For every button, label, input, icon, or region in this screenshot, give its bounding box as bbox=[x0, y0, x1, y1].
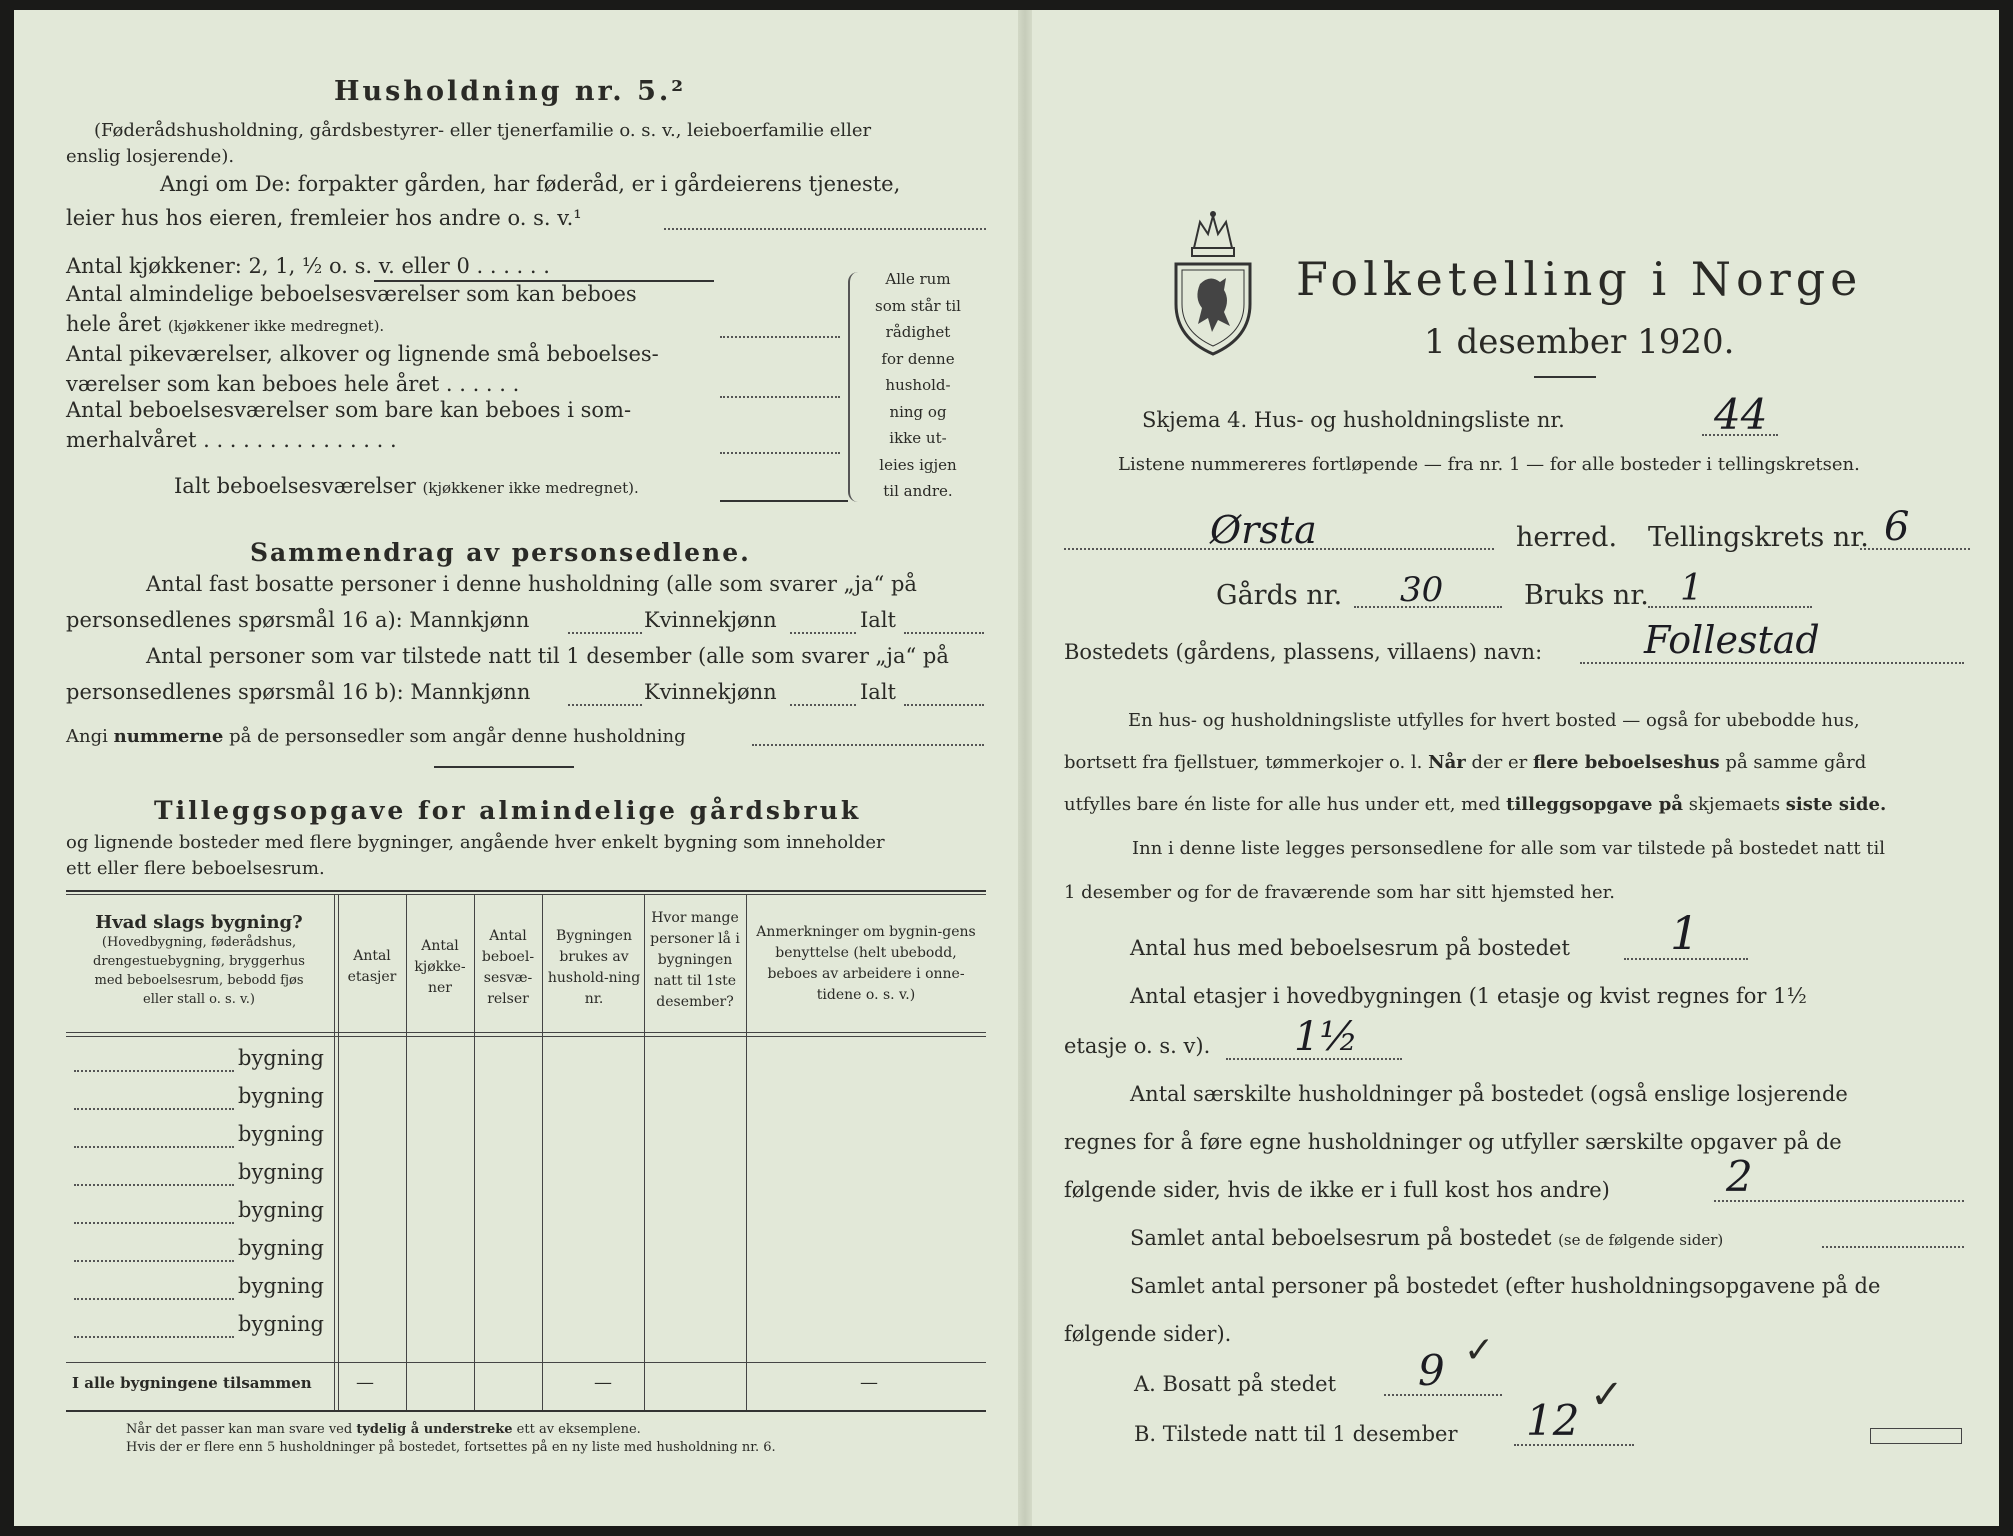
saer-label-2: regnes for å føre egne husholdninger og utfyller særskilte opgaver på de bbox=[1064, 1130, 1842, 1154]
pike-label-2: værelser som kan beboes hele året . . . . . . bbox=[66, 372, 520, 396]
angi-answer-line bbox=[664, 228, 986, 230]
kjokken-label: Antal kjøkkener: 2, 1, ½ o. s. v. eller 0 . . . . . . bbox=[66, 254, 550, 278]
printer-stamp bbox=[1870, 1428, 1962, 1444]
info-line-2: bortsett fra fjellstuer, tømmerkojer o. l. Når der er flere beboelseshus på samme gård bbox=[1064, 752, 1867, 773]
col-header-kjokkener: Antal kjøkke-ner bbox=[414, 938, 466, 996]
col-header-vaerelser: Antal beboel-sesvæ-relser bbox=[481, 928, 535, 1007]
census-date: 1 desember 1920. bbox=[1424, 322, 1735, 362]
herred-label: herred. bbox=[1516, 522, 1618, 553]
krets-value: 6 bbox=[1884, 504, 1910, 550]
census-sheet bbox=[14, 10, 1999, 1526]
gards-value: 30 bbox=[1400, 570, 1444, 610]
angi-nummer: Angi nummerne på de personsedler som angår denne husholdning bbox=[66, 726, 686, 747]
census-title: Folketelling i Norge bbox=[1296, 252, 1863, 306]
krets-label: Tellingskrets nr. bbox=[1648, 522, 1869, 553]
info-line-1: En hus- og husholdningsliste utfylles for hvert bosted — også for ubebodde hus, bbox=[1128, 710, 1860, 731]
skjema-number: 44 bbox=[1714, 390, 1768, 439]
bosatt-value: 9 bbox=[1418, 1346, 1445, 1395]
etasjer-label-2: etasje o. s. v). bbox=[1064, 1034, 1211, 1058]
footnote-1: Når det passer kan man svare ved tydelig å understreke ett av eksemplene. bbox=[126, 1422, 641, 1437]
ialt-label: Ialt beboelsesværelser (kjøkkener ikke medregnet). bbox=[174, 474, 639, 498]
col-header-husholdning: Bygningen brukes av hushold-ning nr. bbox=[547, 928, 641, 1007]
sommer-label-2: merhalvåret . . . . . . . . . . . . . . . bbox=[66, 428, 397, 452]
etasjer-value: 1½ bbox=[1294, 1014, 1359, 1060]
pike-answer-line bbox=[720, 396, 840, 398]
etasjer-label-1: Antal etasjer i hovedbygningen (1 etasje og kvist regnes for 1½ bbox=[1130, 984, 1807, 1008]
info-line-3: utfylles bare én liste for alle hus under ett, med tilleggsopgave på skjemaets siste side. bbox=[1064, 794, 1887, 815]
col-header-anmerkninger: Anmerkninger om bygnin-gens benyttelse (helt ubebodd, beboes av arbeidere i onne-tidene o. s. v.) bbox=[756, 924, 976, 1003]
bosatt-check-icon: ✓ bbox=[1464, 1330, 1495, 1371]
brace-note-text: Alle rum som står til rådighet for denne hushold- ning og ikke ut- leies igjen til andre. bbox=[875, 270, 961, 500]
saer-value: 2 bbox=[1726, 1152, 1753, 1201]
col-header-etasjer: Antal etasjer bbox=[347, 948, 397, 985]
col-header-type: Hvad slags bygning? (Hovedbygning, føderådshus, drengestuebygning, bryggerhus med beboelsesrum, bebodd fjøs eller stall o. s. v.) bbox=[93, 912, 305, 1007]
intro-paren-1: (Føderådshusholdning, gårdsbestyrer- eller tjenerfamilie o. s. v., leieboerfamilie eller bbox=[94, 120, 872, 141]
tilstede-check-icon: ✓ bbox=[1590, 1372, 1624, 1418]
samlet-pers-label-2: følgende sider). bbox=[1064, 1322, 1232, 1346]
household-heading: Husholdning nr. 5.² bbox=[334, 76, 687, 107]
info-line-5: 1 desember og for de fraværende som har sitt hjemsted her. bbox=[1064, 882, 1615, 903]
total-row-label: I alle bygningene tilsammen bbox=[72, 1374, 312, 1392]
col-header-personer: Hvor mange personer lå i bygningen natt til 1ste desember? bbox=[650, 910, 740, 1010]
bosatt-label: A. Bosatt på stedet bbox=[1134, 1372, 1337, 1396]
tilstede-value: 12 bbox=[1526, 1396, 1580, 1445]
gards-label: Gårds nr. bbox=[1216, 580, 1343, 611]
bosted-value: Follestad bbox=[1644, 618, 1820, 662]
divider bbox=[434, 766, 574, 768]
tillegg-text-2: ett eller flere beboelsesrum. bbox=[66, 858, 325, 879]
page-fold bbox=[1018, 10, 1032, 1526]
herred-value: Ørsta bbox=[1210, 508, 1317, 552]
info-line-4: Inn i denne liste legges personsedlene for alle som var tilstede på bostedet natt til bbox=[1132, 838, 1886, 859]
fast-label-1: Antal fast bosatte personer i denne husholdning (alle som svarer „ja“ på bbox=[146, 572, 917, 596]
listene-note: Listene nummereres fortløpende — fra nr. 1 — for alle bosteder i tellingskretsen. bbox=[1118, 454, 1860, 475]
samlet-rum-label: Samlet antal beboelsesrum på bostedet (se de følgende sider) bbox=[1130, 1226, 1724, 1250]
intro-paren-2: enslig losjerende). bbox=[66, 146, 235, 167]
alm-label-2: hele året (kjøkkener ikke medregnet). bbox=[66, 312, 385, 336]
angi-text-1: Angi om De: forpakter gården, har føderåd, er i gårdeierens tjeneste, bbox=[160, 172, 901, 196]
hus-label: Antal hus med beboelsesrum på bostedet bbox=[1130, 936, 1570, 960]
title-rule bbox=[1534, 376, 1596, 378]
tilstede-label: B. Tilstede natt til 1 desember bbox=[1134, 1422, 1458, 1446]
sammendrag-heading: Sammendrag av personsedlene. bbox=[250, 538, 751, 567]
pike-label-1: Antal pikeværelser, alkover og lignende små beboelses- bbox=[66, 342, 659, 366]
tilst-kvinne-label: Kvinnekjønn bbox=[644, 680, 777, 704]
footnote-2: Hvis der er flere enn 5 husholdninger på bostedet, fortsettes på en ny liste med husholdning nr. 6. bbox=[126, 1440, 776, 1455]
tillegg-text-1: og lignende bosteder med flere bygninger, angående hver enkelt bygning som inneholder bbox=[66, 832, 885, 853]
bruks-label: Bruks nr. bbox=[1524, 580, 1649, 611]
sommer-answer-line bbox=[720, 452, 840, 454]
sommer-label-1: Antal beboelsesværelser som bare kan beboes i som- bbox=[66, 398, 632, 422]
angi-text-2: leier hus hos eieren, fremleier hos andre o. s. v.¹ bbox=[66, 206, 582, 230]
fast-label-2: personsedlenes spørsmål 16 a): Mannkjønn bbox=[66, 608, 530, 632]
coat-of-arms-icon bbox=[1166, 208, 1260, 358]
samlet-pers-label-1: Samlet antal personer på bostedet (efter husholdningsopgavene på de bbox=[1130, 1274, 1881, 1298]
tilst-label-2: personsedlenes spørsmål 16 b): Mannkjønn bbox=[66, 680, 531, 704]
tilst-label-1: Antal personer som var tilstede natt til 1 desember (alle som svarer „ja“ på bbox=[146, 644, 949, 668]
hus-value: 1 bbox=[1670, 906, 1700, 960]
saer-label-1: Antal særskilte husholdninger på bostedet (også enslige losjerende bbox=[1130, 1082, 1848, 1106]
building-table: Hvad slags bygning? (Hovedbygning, føderådshus, drengestuebygning, bryggerhus med beboelsesrum, bebodd fjøs eller stall o. s. v.) Antal etasjer Antal kjøkke-ner Antal beboel-sesvæ-relser Bygningen brukes av hushold-ning nr. Hvor mange personer lå i bygningen natt til 1ste desember? Anmerkninger om bygnin-gens benyttelse (helt ubebodd, beboes av arbeidere i onne-tidene o. s. v.) bygning bygning bygning bygning bygning bygning bygning bygning I alle bygningene tilsammen — — — bbox=[66, 890, 986, 1414]
saer-label-3: følgende sider, hvis de ikke er i full kost hos andre) bbox=[1064, 1178, 1610, 1202]
fast-kvinne-label: Kvinnekjønn bbox=[644, 608, 777, 632]
bosted-label: Bostedets (gårdens, plassens, villaens) navn: bbox=[1064, 640, 1543, 664]
fast-ialt-label: Ialt bbox=[860, 608, 896, 632]
total-etasjer-dash: — bbox=[356, 1372, 374, 1393]
alm-answer-line bbox=[720, 336, 840, 338]
skjema-label: Skjema 4. Hus- og husholdningsliste nr. bbox=[1142, 408, 1565, 432]
tilst-ialt-label: Ialt bbox=[860, 680, 896, 704]
ialt-answer-line bbox=[720, 500, 848, 502]
alm-label-1: Antal almindelige beboelsesværelser som kan beboes bbox=[66, 282, 637, 306]
total-anm-dash: — bbox=[860, 1372, 878, 1393]
bruks-value: 1 bbox=[1680, 568, 1703, 609]
total-husholdning-dash: — bbox=[594, 1372, 612, 1393]
brace bbox=[848, 272, 858, 502]
tillegg-heading: Tilleggsopgave for almindelige gårdsbruk bbox=[154, 796, 862, 825]
